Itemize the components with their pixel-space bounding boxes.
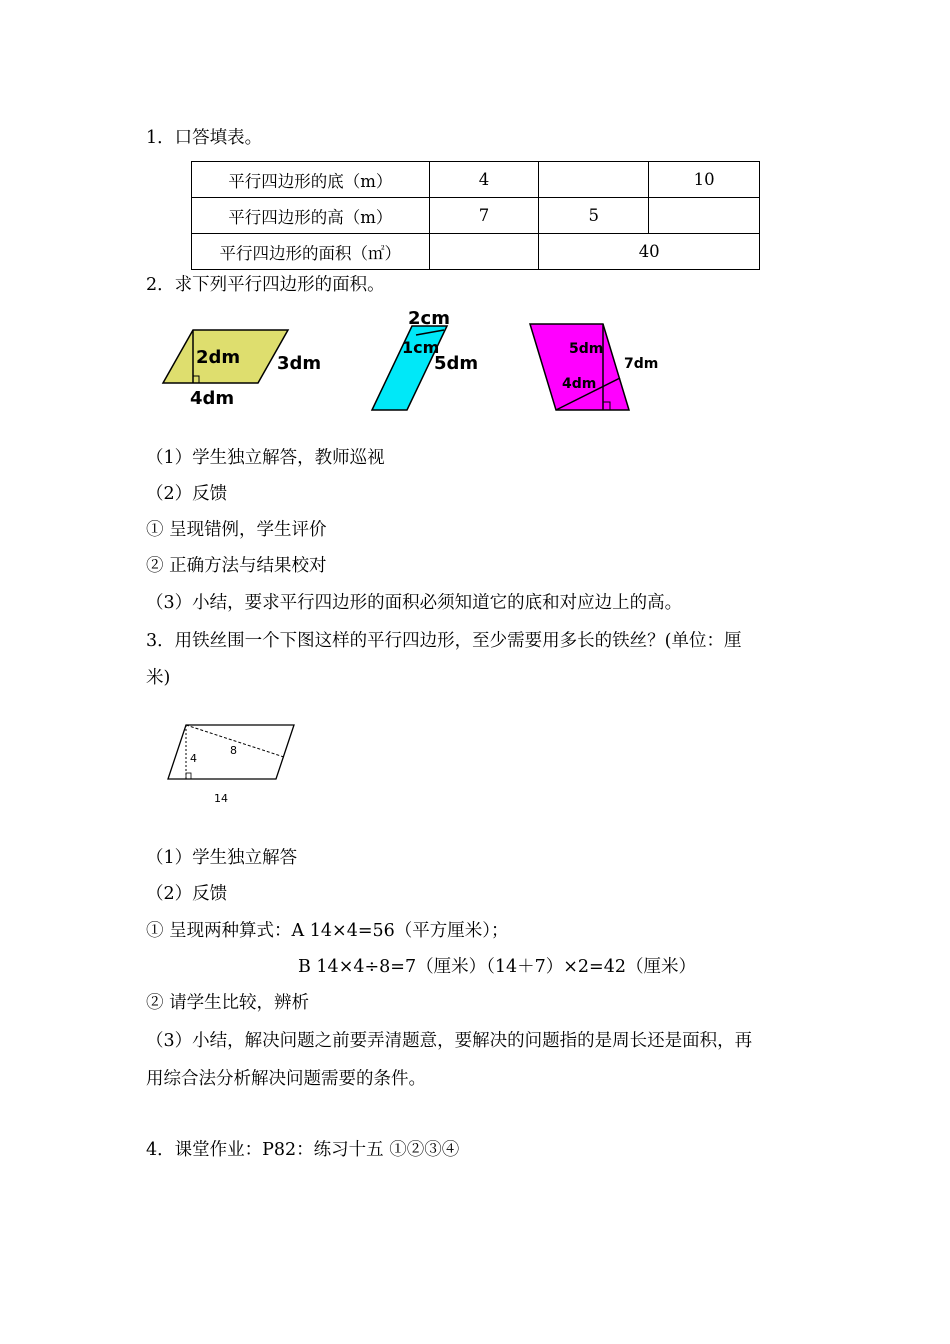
table-row-area bbox=[192, 234, 760, 270]
fill-in-table bbox=[191, 161, 760, 270]
q3-step-2: （2）反馈 bbox=[146, 884, 228, 904]
wire-parallelogram-figure bbox=[160, 715, 320, 810]
fig3-label-height: 5dm bbox=[569, 341, 604, 357]
parallelogram-figure-2 bbox=[368, 305, 488, 415]
table-cell bbox=[649, 198, 760, 234]
row-label-area: 平行四边形的面积（㎡） bbox=[192, 234, 430, 270]
q3-step-1: （1）学生独立解答 bbox=[146, 848, 298, 868]
table-row-height bbox=[192, 198, 760, 234]
parallelogram-magenta bbox=[530, 324, 629, 410]
q2-summary: （3）小结，要求平行四边形的面积必须知道它的底和对应边上的高。 bbox=[146, 593, 683, 613]
right-angle-mark bbox=[186, 773, 191, 779]
fig2-label-top: 2cm bbox=[408, 308, 450, 329]
parallelogram-figure-3 bbox=[525, 318, 685, 418]
table-row-base bbox=[192, 162, 760, 198]
table-cell: 40 bbox=[539, 234, 760, 270]
q2-step-2: （2）反馈 bbox=[146, 484, 228, 504]
table-cell bbox=[539, 162, 649, 198]
label-base-14: 14 bbox=[214, 792, 228, 805]
q2-step-3: ① 呈现错例，学生评价 bbox=[146, 520, 327, 540]
label-diagonal-8: 8 bbox=[230, 744, 237, 757]
q2-step-4: ② 正确方法与结果校对 bbox=[146, 556, 327, 576]
table-cell bbox=[429, 234, 539, 270]
fig2-label-side: 5dm bbox=[434, 353, 479, 374]
q2-title: 2．求下列平行四边形的面积。 bbox=[146, 275, 385, 295]
q3-summary-line1: （3）小结，解决问题之前要弄清题意，要解决的问题指的是周长还是面积，再 bbox=[146, 1031, 753, 1051]
table-cell: 7 bbox=[429, 198, 539, 234]
table-cell: 4 bbox=[429, 162, 539, 198]
parallelogram-figure-1 bbox=[155, 318, 355, 418]
q3-title-line2: 米) bbox=[146, 668, 171, 688]
q3-summary-line2: 用综合法分析解决问题需要的条件。 bbox=[146, 1069, 426, 1089]
fig1-label-base: 4dm bbox=[190, 388, 235, 409]
q3-compare: ② 请学生比较，辨析 bbox=[146, 993, 310, 1013]
q3-formula-b: B 14×4÷8=7（厘米）（14＋7）×2=42（厘米） bbox=[298, 957, 696, 977]
fig3-label-side: 7dm bbox=[624, 356, 659, 372]
q3-title-line1: 3．用铁丝围一个下图这样的平行四边形，至少需要用多长的铁丝？(单位：厘 bbox=[146, 631, 742, 651]
q4-homework: 4．课堂作业：P82：练习十五 ①②③④ bbox=[146, 1140, 460, 1160]
fig1-label-side: 3dm bbox=[277, 353, 322, 374]
q3-formula-a: ① 呈现两种算式：A 14×4=56（平方厘米）； bbox=[146, 921, 509, 941]
row-label-height: 平行四边形的高（m） bbox=[192, 198, 430, 234]
fig3-label-slant: 4dm bbox=[562, 376, 597, 392]
label-height-4: 4 bbox=[190, 752, 197, 765]
fig1-label-height: 2dm bbox=[196, 347, 241, 368]
q1-title: 1．口答填表。 bbox=[146, 128, 263, 148]
table-cell: 10 bbox=[649, 162, 760, 198]
fig2-label-height: 1cm bbox=[402, 338, 440, 357]
q2-step-1: （1）学生独立解答，教师巡视 bbox=[146, 448, 385, 468]
table-cell: 5 bbox=[539, 198, 649, 234]
row-label-base: 平行四边形的底（m） bbox=[192, 162, 430, 198]
